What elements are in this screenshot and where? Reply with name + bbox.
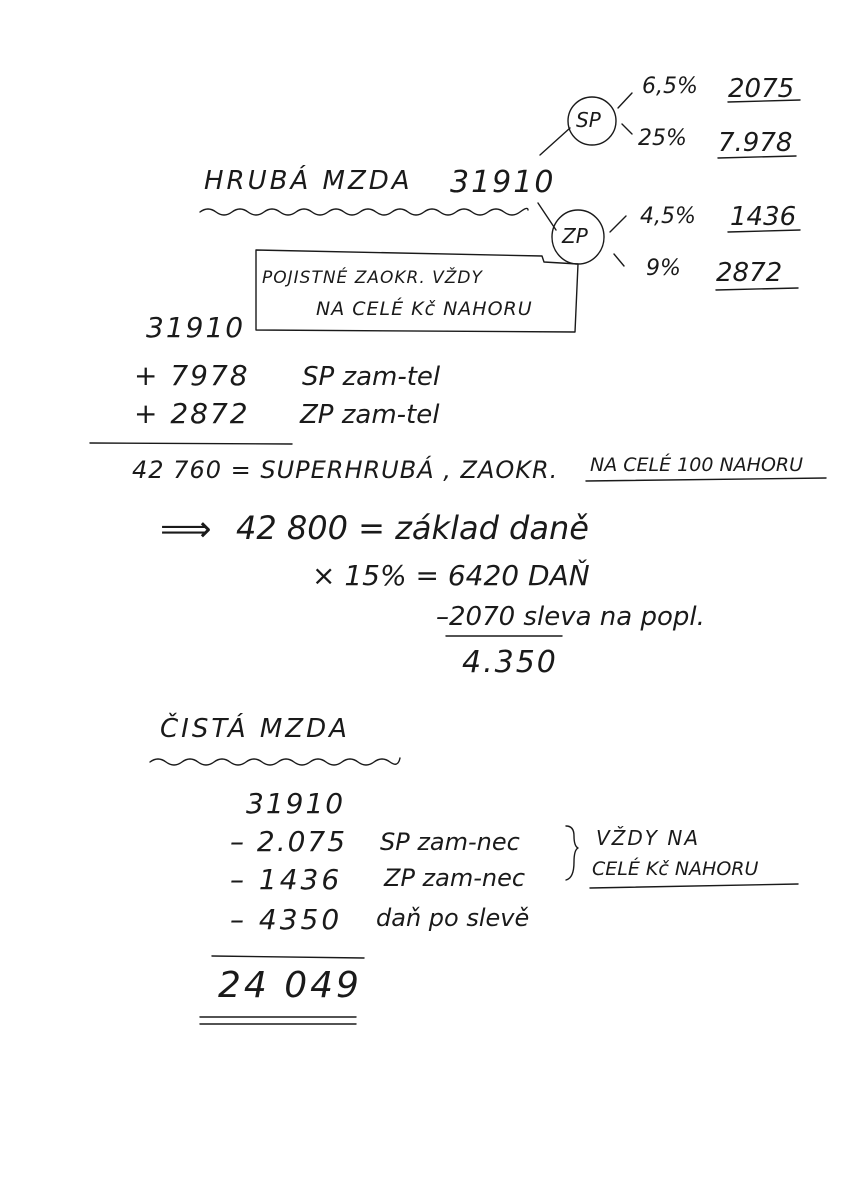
super-add1-value: + 7978 xyxy=(134,359,250,392)
net-note-line2: CELÉ Kč NAHORU xyxy=(592,858,759,880)
arrow-icon: ⟹ xyxy=(160,509,212,550)
sp-label: SP xyxy=(576,108,601,132)
net-line2-value: – 1436 xyxy=(230,863,343,896)
note-box-line1: POJISTNÉ ZAOKR. VŽDY xyxy=(262,268,483,288)
net-line1-value: – 2.075 xyxy=(230,825,348,858)
net-line2-label: ZP zam-nec xyxy=(384,864,526,892)
sum-line-net xyxy=(212,956,364,958)
tax-after-relief: 4.350 xyxy=(462,645,558,680)
super-add2-label: ZP zam-tel xyxy=(300,400,440,430)
tax-base: 42 800 = základ daně xyxy=(236,509,589,547)
underline-net-note xyxy=(590,884,798,888)
tax-amount: × 15% = 6420 DAŇ xyxy=(312,559,590,592)
tax-relief: –2070 sleva na popl. xyxy=(436,602,705,632)
net-result: 24 049 xyxy=(218,965,362,1006)
branch-gross-zp xyxy=(538,203,556,230)
net-line1-label: SP zam-nec xyxy=(380,828,520,856)
net-line3-label: daň po slevě xyxy=(376,904,530,932)
sum-line-super xyxy=(90,443,292,444)
wavy-underline-net xyxy=(150,758,400,765)
zp-employer-amount: 2872 xyxy=(716,258,783,288)
net-note-line1: VŽDY NA xyxy=(596,826,700,850)
sp-employer-amount: 7.978 xyxy=(718,128,793,158)
gross-amount: 31910 xyxy=(450,165,556,200)
branch-zp-down xyxy=(614,254,624,266)
branch-gross-sp xyxy=(540,128,570,155)
wavy-underline-gross xyxy=(200,208,528,215)
super-base: 31910 xyxy=(146,311,246,344)
zp-label: ZP xyxy=(562,224,588,248)
net-line3-value: – 4350 xyxy=(230,903,343,936)
net-title: ČISTÁ MZDA xyxy=(160,714,350,744)
brace-rounding xyxy=(566,826,578,880)
underline-zp-employer xyxy=(716,288,798,290)
sp-employer-rate: 25% xyxy=(638,126,687,151)
branch-zp-up xyxy=(610,216,626,232)
zp-employee-rate: 4,5% xyxy=(640,204,696,229)
super-result: 42 760 = SUPERHRUBÁ , ZAOKR. xyxy=(132,456,559,484)
underline-rounding xyxy=(586,478,826,481)
zp-employer-rate: 9% xyxy=(646,256,681,281)
super-rounding-note: NA CELÉ 100 NAHORU xyxy=(590,454,804,476)
net-base: 31910 xyxy=(246,787,346,820)
sp-employee-rate: 6,5% xyxy=(642,74,698,99)
super-add2-value: + 2872 xyxy=(134,397,250,430)
branch-sp-up xyxy=(618,93,632,108)
sp-employee-amount: 2075 xyxy=(728,74,795,104)
super-add1-label: SP zam-tel xyxy=(302,362,441,392)
zp-employee-amount: 1436 xyxy=(730,202,797,232)
branch-sp-down xyxy=(622,124,632,134)
note-box-line2: NA CELÉ Kč NAHORU xyxy=(316,298,533,320)
gross-title: HRUBÁ MZDA xyxy=(204,166,413,196)
